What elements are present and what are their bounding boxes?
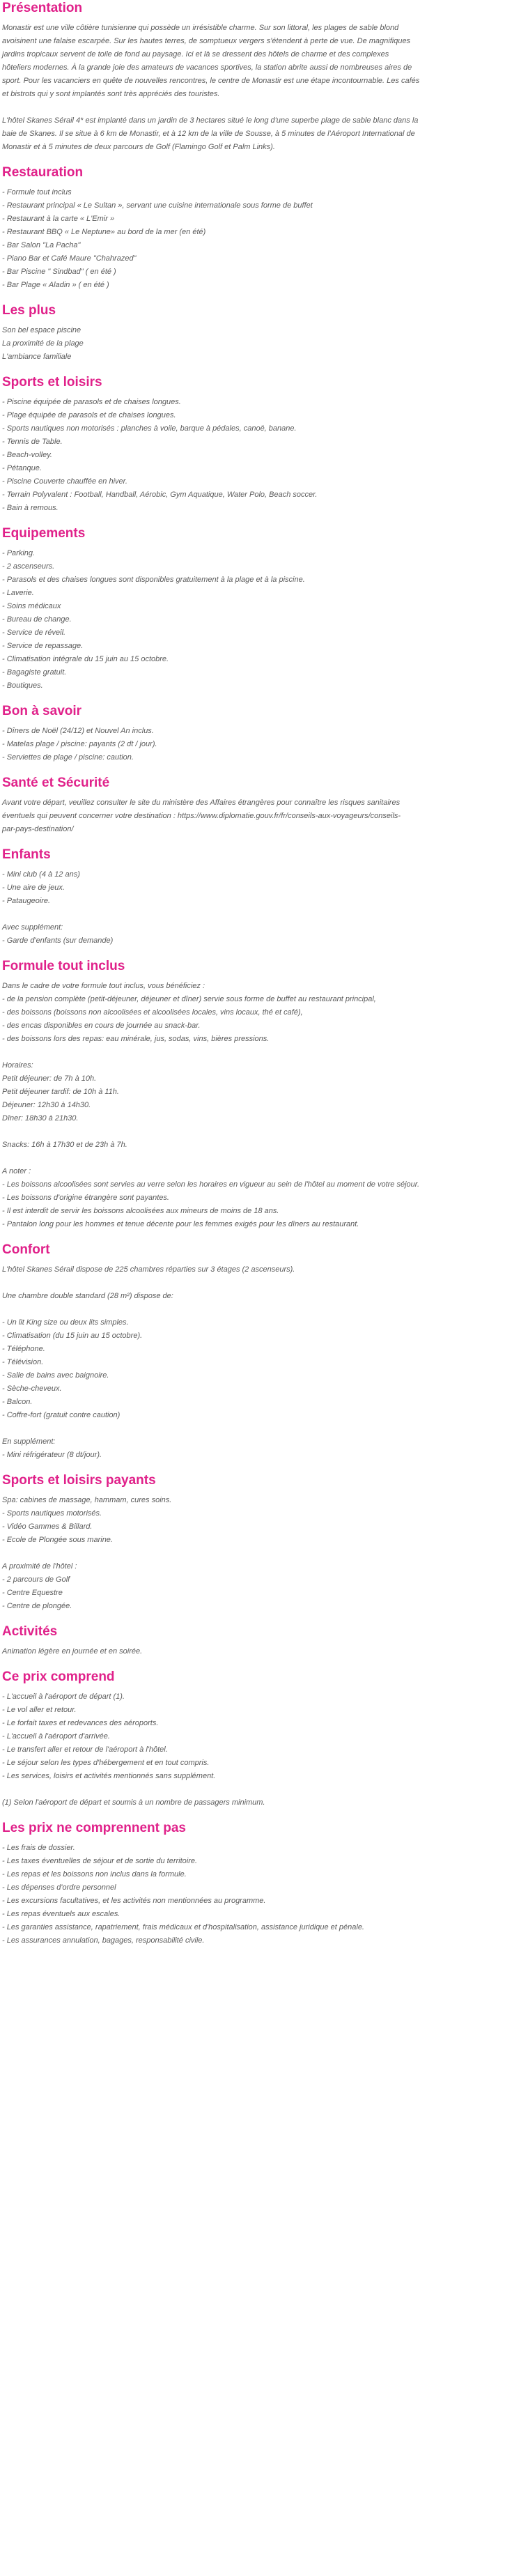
text-line: - Terrain Polyvalent : Football, Handball, Aérobic, Gym Aquatique, Water Polo, Beach soccer. xyxy=(2,491,318,499)
paragraph xyxy=(2,1645,526,1658)
section-title: Bon à savoir xyxy=(2,704,82,718)
text-line: - Le forfait taxes et redevances des aéroports. xyxy=(2,1719,159,1727)
text-line: - Centre de plongée. xyxy=(2,1602,72,1610)
section xyxy=(2,1624,526,1658)
text-line: jardins tropicaux servent de toile de fond au paysage. Ici et là se dressent des hôtels de charme et des complexes xyxy=(2,50,389,59)
text-line: - Il est interdit de servir les boissons alcoolisées aux mineurs de moins de 18 ans. xyxy=(2,1207,279,1215)
paragraph xyxy=(2,725,526,764)
text-line: sport. Pour les vacanciers en quête de nouvelles rencontres, le centre de Monastir est une étape incontournable. Les cafés xyxy=(2,77,420,85)
text-line: L'hôtel Skanes Sérail dispose de 225 chambres réparties sur 3 étages (2 ascenseurs). xyxy=(2,1265,295,1274)
text-line: - L'accueil à l'aéroport de départ (1). xyxy=(2,1692,125,1701)
text-line: - Mini réfrigérateur (8 dt/jour). xyxy=(2,1451,102,1459)
paragraph xyxy=(2,1316,526,1422)
text-line: - Un lit King size ou deux lits simples. xyxy=(2,1318,129,1327)
text-line: Monastir et à 5 minutes de deux parcours de Golf (Flamingo Golf et Palm Links). xyxy=(2,143,275,151)
text-line: - 2 ascenseurs. xyxy=(2,562,55,571)
text-line: Avec supplément: xyxy=(2,923,63,932)
section xyxy=(2,302,526,364)
text-line: - Restaurant BBQ « Le Neptune» au bord de la mer (en été) xyxy=(2,228,206,236)
text-line: - Le séjour selon les types d'hébergement et en tout compris. xyxy=(2,1759,210,1767)
paragraph xyxy=(2,1290,526,1303)
text-line: Horaires: xyxy=(2,1061,33,1070)
text-line: - Matelas plage / piscine: payants (2 dt / jour). xyxy=(2,740,157,748)
text-line: - Garde d'enfants (sur demande) xyxy=(2,936,114,945)
text-line: - Bureau de change. xyxy=(2,615,72,624)
section-title: Sports et loisirs payants xyxy=(2,1473,156,1488)
text-line: - Les dépenses d'ordre personnel xyxy=(2,1883,116,1892)
text-line: - des encas disponibles en cours de journée au snack-bar. xyxy=(2,1021,201,1030)
text-line: Dîner: 18h30 à 21h30. xyxy=(2,1114,79,1123)
section xyxy=(2,1472,526,1613)
text-line: - Service de réveil. xyxy=(2,628,66,637)
section-title: Les plus xyxy=(2,303,56,318)
text-line: - Mini club (4 à 12 ans) xyxy=(2,870,80,879)
text-line: - Piano Bar et Café Maure "Chahrazed" xyxy=(2,254,137,263)
text-line: - Les services, loisirs et activités mentionnés sans supplément. xyxy=(2,1772,216,1780)
text-line: - Beach-volley. xyxy=(2,451,52,459)
text-line: - Sèche-cheveux. xyxy=(2,1385,62,1393)
text-line: - Téléphone. xyxy=(2,1345,45,1353)
paragraph xyxy=(2,1059,526,1125)
text-line: - Restaurant à la carte « L'Emir » xyxy=(2,215,115,223)
text-line: En supplément: xyxy=(2,1437,56,1446)
text-line: - 2 parcours de Golf xyxy=(2,1575,70,1584)
section xyxy=(2,525,526,693)
paragraph xyxy=(2,1560,526,1613)
section xyxy=(2,1669,526,1810)
text-line: - Le transfert aller et retour de l'aéroport à l'hôtel. xyxy=(2,1745,168,1754)
text-line: - L'accueil à l'aéroport d'arrivée. xyxy=(2,1732,110,1741)
text-line: baie de Skanes. Il se situe à 6 km de Monastir, et à 12 km de la ville de Sousse, à 5 minutes de l'Aéroport International de xyxy=(2,130,415,138)
section xyxy=(2,1242,526,1462)
text-line: - Dîners de Noël (24/12) et Nouvel An inclus. xyxy=(2,727,154,735)
text-line: - Formule tout inclus xyxy=(2,188,72,196)
section-title: Santé et Sécurité xyxy=(2,776,110,790)
text-line: A noter : xyxy=(2,1167,31,1175)
text-line: - Climatisation intégrale du 15 juin au 15 octobre. xyxy=(2,655,169,663)
text-line: Une chambre double standard (28 m²) dispose de: xyxy=(2,1292,173,1300)
text-line: - Sports nautiques non motorisés : planches à voile, barque à pédales, canoë, banane. xyxy=(2,424,297,433)
paragraph xyxy=(2,22,526,101)
text-line: - Une aire de jeux. xyxy=(2,884,65,892)
text-line: - Pétanque. xyxy=(2,464,42,472)
text-line: - Restaurant principal « Le Sultan », servant une cuisine internationale sous forme de buffet xyxy=(2,201,313,210)
text-line: - Serviettes de plage / piscine: caution. xyxy=(2,753,134,762)
text-line: Monastir est une ville côtière tunisienne qui possède un irrésistible charme. Sur son littoral, les plages de sable blond xyxy=(2,24,399,32)
text-line: - Le vol aller et retour. xyxy=(2,1706,77,1714)
paragraph xyxy=(2,1796,526,1810)
paragraph xyxy=(2,1690,526,1783)
paragraph xyxy=(2,1165,526,1231)
text-line: A proximité de l'hôtel : xyxy=(2,1562,77,1571)
section-title: Les prix ne comprennent pas xyxy=(2,1821,186,1835)
text-line: Snacks: 16h à 17h30 et de 23h à 7h. xyxy=(2,1141,127,1149)
text-line: - Pantalon long pour les hommes et tenue décente pour les femmes exigés pour les dîners au restaurant. xyxy=(2,1220,359,1228)
text-line: Spa: cabines de massage, hammam, cures soins. xyxy=(2,1496,172,1504)
text-line: Dans le cadre de votre formule tout inclus, vous bénéficiez : xyxy=(2,982,205,990)
text-line: - de la pension complète (petit-déjeuner, déjeuner et dîner) servie sous forme de buffet au restaurant principal, xyxy=(2,995,376,1003)
text-line: Petit déjeuner: de 7h à 10h. xyxy=(2,1074,97,1083)
section xyxy=(2,703,526,764)
text-line: - Les garanties assistance, rapatriement, frais médicaux et d'hospitalisation, assistance juridique et pénale. xyxy=(2,1923,364,1931)
text-line: - Piscine équipée de parasols et de chaises longues. xyxy=(2,398,181,406)
text-line: éventuels qui peuvent concerner votre destination : https://www.diplomatie.gouv.fr/fr/conseils-aux-voyageurs/conseils- xyxy=(2,812,401,820)
paragraph xyxy=(2,796,526,836)
text-line: - des boissons (boissons non alcoolisées et alcoolisées locales, vins locaux, thé et café), xyxy=(2,1008,303,1017)
text-line: - Soins médicaux xyxy=(2,602,61,610)
text-line: avoisinent une falaise escarpée. Sur les hautes terres, de somptueux vergers s'étendent à perte de vue. De magnifiques xyxy=(2,37,411,45)
section-title: Equipements xyxy=(2,526,86,541)
text-line: hôteliers modernes. À la grande joie des amateurs de vacances sportives, la station abrite aussi de nombreuses aires de xyxy=(2,63,412,72)
section-title: Sports et loisirs xyxy=(2,375,102,390)
section-title: Activités xyxy=(2,1624,58,1639)
text-line: - Télévision. xyxy=(2,1358,44,1366)
section-title: Confort xyxy=(2,1242,50,1257)
text-line: L'hôtel Skanes Sérail 4* est implanté dans un jardin de 3 hectares situé le long d'une superbe plage de sable blanc dans la xyxy=(2,116,419,125)
paragraph xyxy=(2,868,526,908)
section-title: Présentation xyxy=(2,1,83,15)
paragraph xyxy=(2,1494,526,1547)
text-line: - Les repas éventuels aux escales. xyxy=(2,1910,121,1918)
text-line: Avant votre départ, veuillez consulter le site du ministère des Affaires étrangères pour connaître les risques sanitaires xyxy=(2,799,401,807)
text-line: - Service de repassage. xyxy=(2,642,84,650)
section-title: Ce prix comprend xyxy=(2,1669,115,1684)
text-line: - Les assurances annulation, bagages, responsabilité civile. xyxy=(2,1936,205,1945)
text-line: - Les taxes éventuelles de séjour et de sortie du territoire. xyxy=(2,1857,198,1865)
paragraph xyxy=(2,396,526,515)
text-line: Petit déjeuner tardif: de 10h à 11h. xyxy=(2,1088,119,1096)
text-line: - Les excursions facultatives, et les activités non mentionnées au programme. xyxy=(2,1897,266,1905)
text-line: - Sports nautiques motorisés. xyxy=(2,1509,102,1518)
text-line: L'ambiance familiale xyxy=(2,353,72,361)
paragraph xyxy=(2,114,526,154)
paragraph xyxy=(2,186,526,292)
section xyxy=(2,164,526,292)
text-line: - Centre Equestre xyxy=(2,1589,63,1597)
text-line: - Bar Salon "La Pacha" xyxy=(2,241,81,249)
section xyxy=(2,958,526,1231)
text-line: - Vidéo Gammes & Billard. xyxy=(2,1522,93,1531)
text-line: - Bar Plage « Aladin » ( en été ) xyxy=(2,281,109,289)
paragraph xyxy=(2,324,526,364)
text-line: - Balcon. xyxy=(2,1398,33,1406)
text-line: - Les repas et les boissons non inclus dans la formule. xyxy=(2,1870,187,1879)
text-line: - Laverie. xyxy=(2,589,34,597)
text-line: - Bain à remous. xyxy=(2,504,59,512)
text-line: - Ecole de Plongée sous marine. xyxy=(2,1536,113,1544)
section-title: Formule tout inclus xyxy=(2,959,125,973)
paragraph xyxy=(2,1842,526,1948)
text-line: - Boutiques. xyxy=(2,681,43,690)
text-line: - Piscine Couverte chauffée en hiver. xyxy=(2,477,127,486)
paragraph xyxy=(2,921,526,948)
text-line: (1) Selon l'aéroport de départ et soumis à un nombre de passagers minimum. xyxy=(2,1798,265,1807)
section xyxy=(2,374,526,515)
text-line: - Plage équipée de parasols et de chaises longues. xyxy=(2,411,176,419)
text-line: - Parking. xyxy=(2,549,36,557)
text-line: par-pays-destination/ xyxy=(2,825,74,833)
text-line: La proximité de la plage xyxy=(2,339,84,348)
text-line: - Coffre-fort (gratuit contre caution) xyxy=(2,1411,121,1419)
section xyxy=(2,847,526,948)
text-line: - Les frais de dossier. xyxy=(2,1844,75,1852)
text-line: - des boissons lors des repas: eau minérale, jus, sodas, vins, bières pressions. xyxy=(2,1035,270,1043)
section-title: Enfants xyxy=(2,847,51,862)
paragraph xyxy=(2,1435,526,1462)
section xyxy=(2,1820,526,1948)
text-line: - Salle de bains avec baignoire. xyxy=(2,1371,109,1380)
text-line: - Les boissons d'origine étrangère sont payantes. xyxy=(2,1194,169,1202)
text-line: - Les boissons alcoolisées sont servies au verre selon les horaires en vigueur au sein de l'hôtel au moment de votre séjour. xyxy=(2,1180,420,1189)
text-line: Animation légère en journée et en soirée. xyxy=(2,1647,143,1656)
paragraph xyxy=(2,547,526,693)
section xyxy=(2,0,526,154)
text-line: - Tennis de Table. xyxy=(2,438,63,446)
paragraph xyxy=(2,980,526,1046)
section xyxy=(2,775,526,836)
text-line: - Pataugeoire. xyxy=(2,897,51,905)
paragraph xyxy=(2,1263,526,1277)
text-line: et bistrots qui y sont implantés sont très appréciés des touristes. xyxy=(2,90,220,98)
paragraph xyxy=(2,1139,526,1152)
text-line: - Climatisation (du 15 juin au 15 octobre). xyxy=(2,1332,143,1340)
text-line: - Bar Piscine " Sindbad" ( en été ) xyxy=(2,268,116,276)
text-line: Son bel espace piscine xyxy=(2,326,81,334)
text-line: Déjeuner: 12h30 à 14h30. xyxy=(2,1101,91,1109)
text-line: - Bagagiste gratuit. xyxy=(2,668,67,677)
text-line: - Parasols et des chaises longues sont disponibles gratuitement à la plage et à la piscine. xyxy=(2,576,305,584)
section-title: Restauration xyxy=(2,165,84,180)
